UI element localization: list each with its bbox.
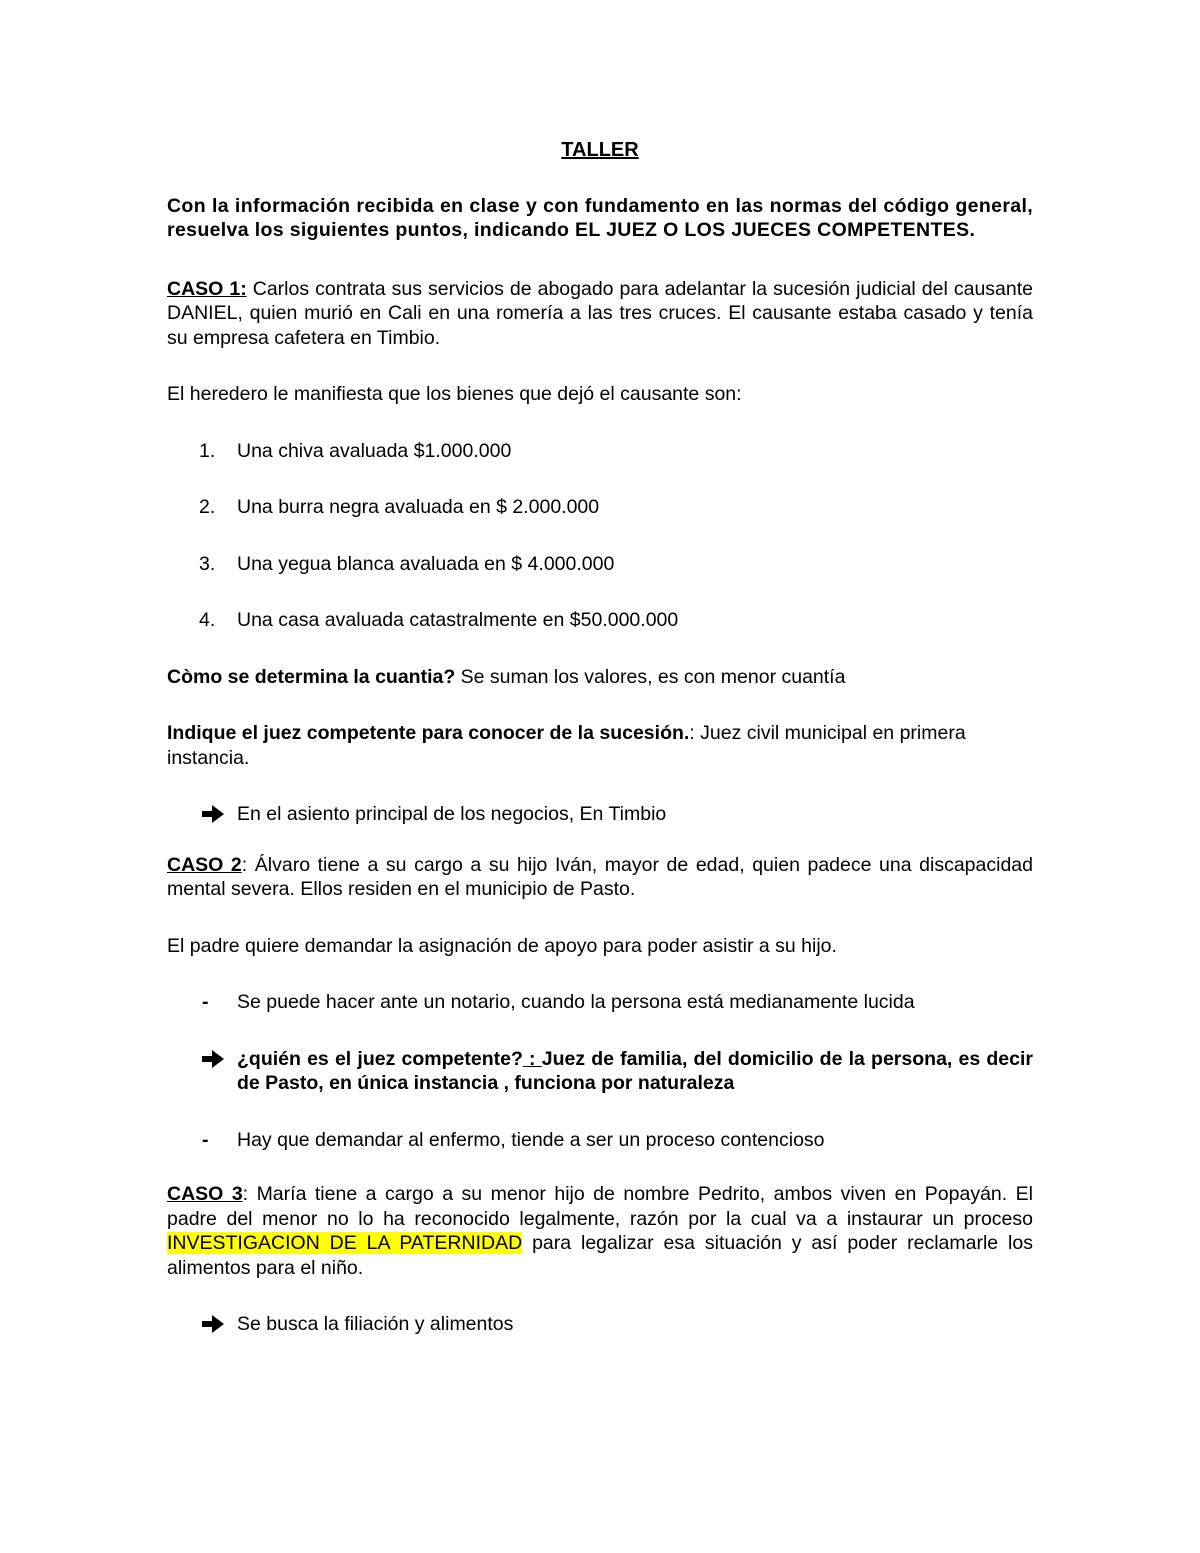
instructions-paragraph: Con la información recibida en clase y con fundamento en las normas del código general, resuelva los siguientes puntos, indicando EL JUEZ O LOS JUECES COMPETENTES. [167,194,1033,241]
juez-question: Indique el juez competente para conocer de la sucesión. [167,722,690,744]
highlighted-text: INVESTIGACION DE LA PATERNIDAD [167,1232,523,1254]
caso3-text-before: : María tiene a cargo a su menor hijo de nombre Pedrito, ambos viven en Popayán. El padre del menor no lo ha reconocido legalmente, razón por la cual va a instaurar un proceso [167,1183,1033,1230]
arrow-bullet-item [167,1312,1033,1337]
arrow-right-icon [201,1313,225,1335]
list-item [167,552,1033,577]
arrow-right-icon [201,803,225,825]
caso1-label: CASO 1: [167,277,247,300]
document-title: TALLER [561,139,639,161]
list-number: 4. [199,609,216,631]
cuantia-question: Còmo se determina la cuantia? [167,665,456,688]
colon-separator: : [522,1047,542,1070]
caso3-text-after: para legalizar esa situación y así poder reclamarle los alimentos para el niño. [167,1232,1033,1279]
cuantia-paragraph [167,665,1033,690]
list-item [167,608,1033,633]
bullet-text: Se puede hacer ante un notario, cuando la persona está medianamente lucida [237,991,915,1013]
juez-question-2: ¿quién es el juez competente? [237,1047,523,1070]
list-item [167,495,1033,520]
juez-answer: : Juez civil municipal en primera instancia. [167,722,966,769]
list-number: 3. [199,552,216,575]
list-item [167,439,1033,464]
heredero-paragraph: El heredero le manifiesta que los bienes que dejó el causante son: [167,383,742,405]
list-item-text: Una yegua blanca avaluada en $ 4.000.000 [237,552,615,575]
caso2-text: : Álvaro tiene a su cargo a su hijo Iván, mayor de edad, quien padece una discapacidad mental severa. Ellos residen en el municipio de Pasto. [167,853,1033,900]
dash-marker: - [202,991,209,1013]
list-item-text: Una casa avaluada catastralmente en $50.000.000 [237,609,679,631]
document-page [167,138,1033,1369]
dash-bullet-item [167,1128,1033,1153]
bullet-text: En el asiento principal de los negocios, En Timbio [237,803,667,825]
padre-paragraph: El padre quiere demandar la asignación de apoyo para poder asistir a su hijo. [167,934,837,957]
bullet-text: Hay que demandar al enfermo, tiende a ser un proceso contencioso [237,1128,825,1151]
caso2-label: CASO 2 [167,853,242,876]
list-number: 2. [199,496,216,518]
juez-answer-2: Juez de familia, del domicilio de la persona, es decir de Pasto, en única instancia , funciona por naturaleza [237,1047,1033,1094]
list-item-text: Una chiva avaluada $1.000.000 [237,439,512,462]
arrow-right-icon [201,1048,225,1070]
list-number: 1. [199,439,216,462]
cuantia-answer: Se suman los valores, es con menor cuantía [455,665,846,688]
dash-bullet-item [167,990,1033,1015]
list-item-text: Una burra negra avaluada en $ 2.000.000 [237,496,600,518]
arrow-bullet-item [167,1047,1033,1096]
bullet-text: Se busca la filiación y alimentos [237,1313,514,1335]
caso1-text: Carlos contrata sus servicios de abogado para adelantar la sucesión judicial del causante DANIEL, quien murió en Cali en una romería a las tres cruces. El causante estaba casado y tenía su empresa cafetera en Timbio. [167,277,1033,349]
juez-paragraph [167,721,1033,770]
caso1-paragraph [167,277,1033,351]
caso3-paragraph [167,1182,1033,1280]
caso3-label: CASO 3 [167,1183,243,1205]
dash-marker: - [202,1128,209,1151]
caso2-paragraph [167,853,1033,902]
arrow-bullet-item [167,802,1033,827]
